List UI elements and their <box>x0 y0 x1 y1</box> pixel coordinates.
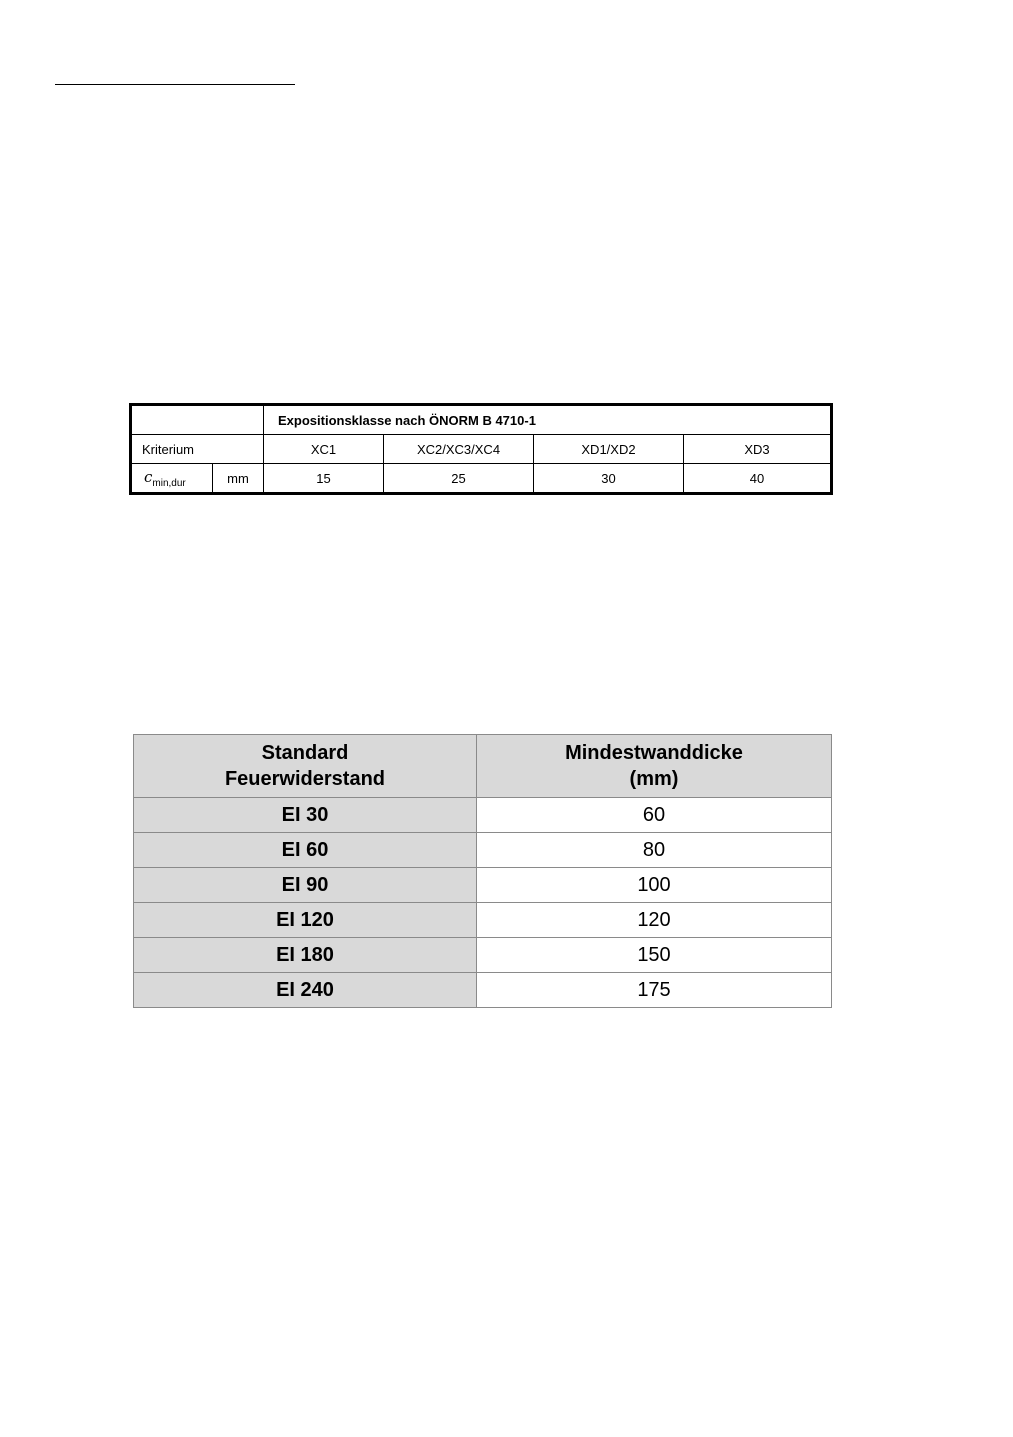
symbol-cell <box>131 464 213 494</box>
thickness-cell: 100 <box>477 868 832 903</box>
unit-cell: mm <box>213 464 264 494</box>
table-row <box>134 868 832 903</box>
standard-cell: EI 180 <box>134 938 477 973</box>
standard-cell: EI 30 <box>134 798 477 833</box>
column-header-standard <box>134 735 477 798</box>
header-line: Feuerwiderstand <box>224 768 386 790</box>
symbol-main: c <box>144 467 153 486</box>
table-row <box>131 405 832 435</box>
table-header-row <box>134 735 832 798</box>
table-row <box>134 833 832 868</box>
standard-cell: EI 60 <box>134 833 477 868</box>
symbol-subscript: min,dur <box>152 477 186 489</box>
value-cell: 40 <box>684 464 832 494</box>
value-cell: 25 <box>384 464 534 494</box>
header-line: Standard <box>261 742 349 764</box>
thickness-cell: 120 <box>477 903 832 938</box>
empty-header-cell <box>131 405 264 435</box>
table-row <box>134 973 832 1008</box>
thickness-cell: 150 <box>477 938 832 973</box>
header-line: (mm) <box>629 768 679 790</box>
column-header-thickness <box>477 735 832 798</box>
value-cell: 15 <box>264 464 384 494</box>
table-row <box>134 903 832 938</box>
table-row <box>134 798 832 833</box>
class-cell: XC1 <box>264 435 384 464</box>
class-cell: XD3 <box>684 435 832 464</box>
criterion-label: Kriterium <box>131 435 264 464</box>
standard-cell: EI 90 <box>134 868 477 903</box>
table-row <box>131 435 832 464</box>
table-row <box>134 938 832 973</box>
class-cell: XC2/XC3/XC4 <box>384 435 534 464</box>
exposition-class-table <box>129 403 833 495</box>
header-line: Mindestwanddicke <box>565 742 743 764</box>
table-row <box>131 464 832 494</box>
thickness-cell: 60 <box>477 798 832 833</box>
exposition-header: Expositionsklasse nach ÖNORM B 4710-1 <box>264 405 832 435</box>
fire-resistance-table <box>133 734 832 1008</box>
class-cell: XD1/XD2 <box>534 435 684 464</box>
thickness-cell: 80 <box>477 833 832 868</box>
standard-cell: EI 120 <box>134 903 477 938</box>
value-cell: 30 <box>534 464 684 494</box>
standard-cell: EI 240 <box>134 973 477 1008</box>
top-rule <box>55 84 295 85</box>
thickness-cell: 175 <box>477 973 832 1008</box>
